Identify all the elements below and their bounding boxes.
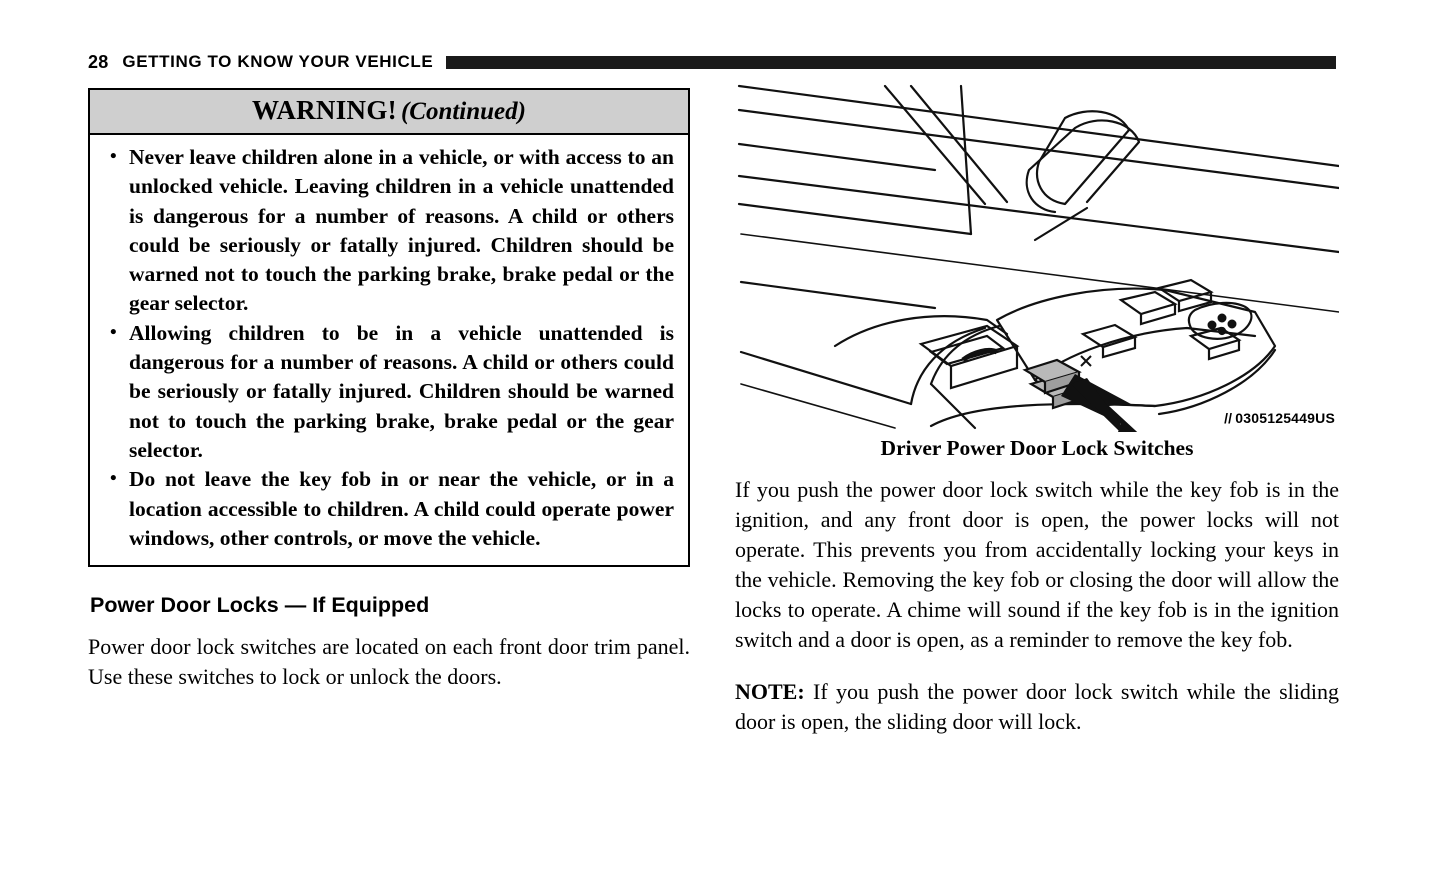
figure-id-code bbox=[1224, 410, 1335, 426]
list-item: • Do not leave the key fob in or near the vehicle, or in a location accessible to children. A child could operate power windows, other controls, or move the vehicle. bbox=[102, 465, 674, 553]
page-title: GETTING TO KNOW YOUR VEHICLE bbox=[122, 52, 434, 71]
note-text: If you push the power door lock switch while the sliding door is open, the sliding door will lock. bbox=[735, 679, 1339, 734]
header-rule bbox=[446, 56, 1336, 69]
list-item: • Never leave children alone in a vehicle, or with access to an unlocked vehicle. Leaving children in a vehicle unattended is dangerous for a number of reasons. A child or others could be seriously or fatally injured. Children should be warned not to touch the parking brake, brake pedal or the gear selector. bbox=[102, 143, 674, 319]
warning-box bbox=[88, 88, 690, 567]
page-header bbox=[88, 48, 1336, 76]
section-paragraph: Power door lock switches are located on each front door trim panel. Use these switches to lock or unlock the doors. bbox=[88, 634, 690, 690]
figure-caption: Driver Power Door Lock Switches bbox=[880, 436, 1194, 460]
right-column bbox=[735, 84, 1339, 737]
page-number: 28 bbox=[88, 51, 109, 72]
note-label: NOTE: bbox=[735, 679, 805, 704]
warning-title: WARNING! bbox=[252, 95, 397, 125]
warning-continued-label: (Continued) bbox=[400, 98, 526, 125]
door-panel-illustration bbox=[735, 84, 1339, 432]
list-item: • Allowing children to be in a vehicle unattended is dangerous for a number of reasons. A child or others could be seriously or fatally injured. Children should be warned not to touch the parking brake, brake pedal or the gear selector. bbox=[102, 319, 674, 465]
figure-id-text: 0305125449US bbox=[1235, 410, 1335, 426]
note-paragraph bbox=[735, 677, 1339, 737]
figure-id-slashes: // bbox=[1224, 410, 1233, 426]
warning-list bbox=[102, 143, 674, 553]
door-panel-drawing bbox=[735, 84, 1339, 432]
left-column bbox=[88, 88, 690, 692]
section-heading: Power Door Locks — If Equipped bbox=[90, 593, 430, 618]
warning-header bbox=[90, 90, 688, 135]
right-paragraph: If you push the power door lock switch while the key fob is in the ignition, and any front door is open, the power locks will not operate. This prevents you from accidentally locking your keys in the vehicle. Removing the key fob or closing the door will allow the locks to operate. A chime will sound if the key fob is in the ignition switch and a door is open, as a reminder to remove the key fob. bbox=[735, 477, 1339, 652]
warning-body bbox=[90, 135, 688, 565]
